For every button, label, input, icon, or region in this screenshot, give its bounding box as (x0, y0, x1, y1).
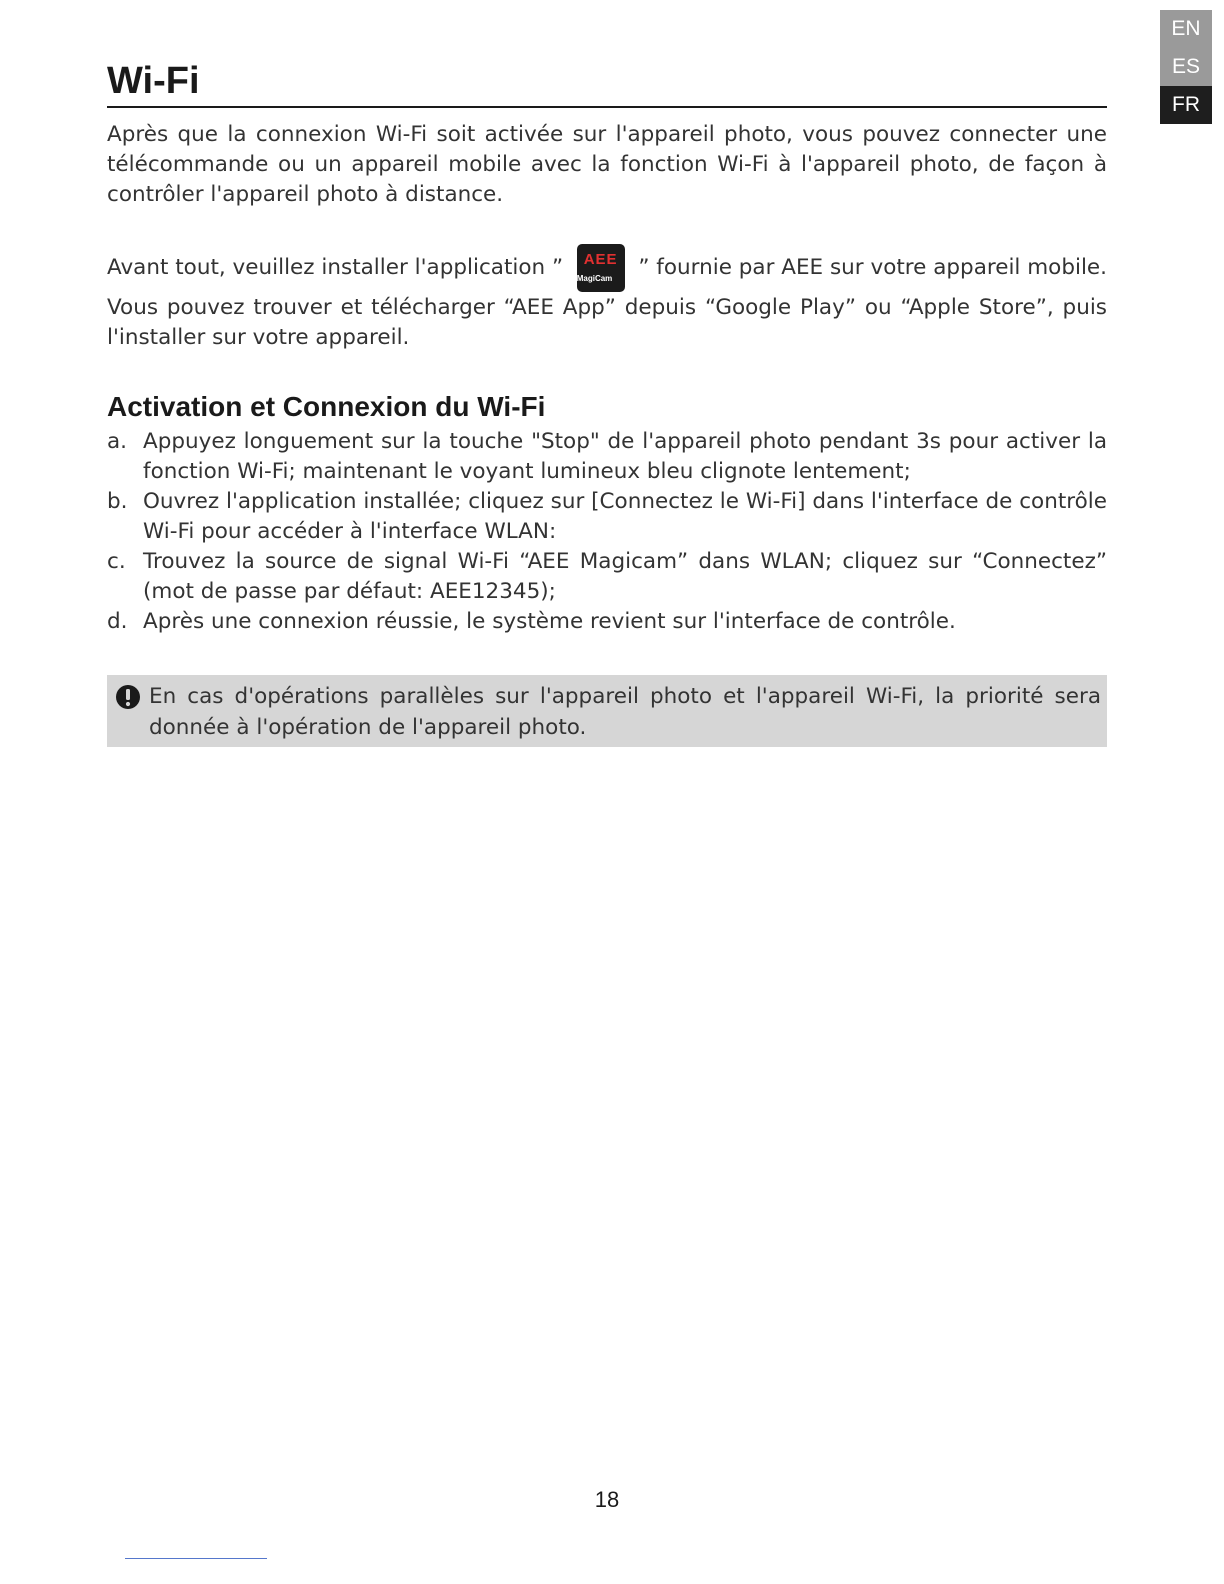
steps-list (107, 427, 1107, 637)
step-text: Après une connexion réussie, le système revient sur l'interface de contrôle. (143, 609, 956, 634)
install-paragraph (107, 243, 1107, 293)
download-paragraph: Vous pouvez trouver et télécharger “AEE App” depuis “Google Play” ou “Apple Store”, puis l'installer sur votre appareil. (107, 295, 1107, 350)
step-letter: c. (107, 549, 126, 574)
footer-divider (125, 1558, 267, 1559)
install-text-before: Avant tout, veuillez installer l'application ” (107, 255, 564, 280)
section-heading: Activation et Connexion du Wi-Fi (107, 391, 546, 422)
intro-paragraph: Après que la connexion Wi-Fi soit activée sur l'appareil photo, vous pouvez connecter une télécommande ou un appareil mobile avec la fonction Wi-Fi à l'appareil photo, de façon à contrôler l'appareil photo à distance. (107, 122, 1107, 207)
step-letter: b. (107, 489, 128, 514)
page-content (107, 58, 1107, 747)
list-item (107, 547, 1107, 607)
install-text-after: ” fournie par AEE sur votre appareil mobile. (638, 255, 1107, 280)
warning-icon (115, 684, 141, 710)
step-letter: a. (107, 429, 128, 454)
step-letter: d. (107, 609, 128, 634)
note-box (107, 675, 1107, 747)
step-text: Trouvez la source de signal Wi-Fi “AEE Magicam” dans WLAN; cliquez sur “Connectez” (mot de passe par défaut: AEE12345); (143, 549, 1107, 604)
note-text: En cas d'opérations parallèles sur l'appareil photo et l'appareil Wi-Fi, la priorité sera donnée à l'opération de l'appareil photo. (149, 684, 1101, 740)
list-item (107, 487, 1107, 547)
list-item (107, 427, 1107, 487)
lang-tab-fr[interactable]: FR (1160, 86, 1212, 124)
page-number: 18 (594, 1487, 620, 1512)
list-item (107, 607, 1107, 637)
app-icon-brand: AEE (583, 251, 618, 268)
aee-magicam-app-icon (577, 244, 625, 292)
page-title: Wi-Fi (107, 58, 1107, 108)
lang-tab-en[interactable]: EN (1160, 10, 1212, 48)
step-text: Appuyez longuement sur la touche "Stop" de l'appareil photo pendant 3s pour activer la fonction Wi-Fi; maintenant le voyant lumineux bleu clignote lentement; (143, 429, 1107, 484)
app-icon-caption: MagiCam (576, 274, 613, 283)
step-text: Ouvrez l'application installée; cliquez sur [Connectez le Wi-Fi] dans l'interface de contrôle Wi-Fi pour accéder à l'interface WLAN: (143, 489, 1107, 544)
lang-tab-es[interactable]: ES (1160, 48, 1212, 86)
language-tabs (1160, 10, 1212, 124)
